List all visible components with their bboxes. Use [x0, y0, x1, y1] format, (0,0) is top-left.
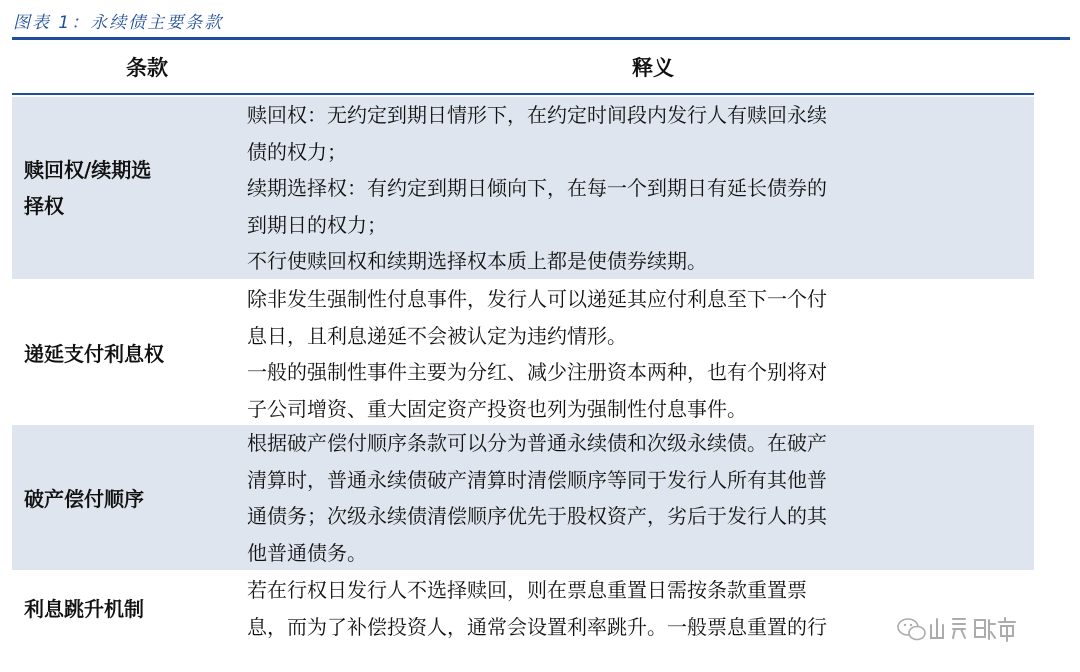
- header-bottom-rule: [12, 93, 1034, 95]
- table-row: [12, 425, 1034, 570]
- term-line: 利息跳升机制: [24, 597, 144, 621]
- definition-line: 息日，且利息递延不会被认定为违约情形。: [247, 323, 627, 348]
- definition-line: 一般的强制性事件主要为分红、减少注册资本两种，也有个别将对: [247, 360, 827, 384]
- row-term: [24, 336, 234, 372]
- definition-line: 债的权力；: [247, 139, 347, 164]
- row-term: [24, 481, 234, 517]
- row-definition: [247, 97, 1017, 280]
- term-line: 破产偿付顺序: [24, 487, 144, 511]
- definition-line: 续期选择权：有约定到期日倾向下，在每一个到期日有延长债券的: [247, 176, 827, 200]
- definition-line: 除非发生强制性付息事件，发行人可以递延其应付利息至下一个付: [247, 287, 827, 311]
- term-line: 择权: [24, 194, 64, 218]
- definition-line: 到期日的权力；: [247, 212, 387, 237]
- table-top-rule: [12, 37, 1070, 40]
- header-term: 条款: [126, 56, 168, 80]
- row-term: [24, 591, 234, 627]
- definition-line: 若在行权日发行人不选择赎回，则在票息重置日需按条款重置票: [247, 578, 807, 602]
- table-row: [12, 97, 1034, 279]
- definition-line: 子公司增资、重大固定资产投资也列为强制性付息事件。: [247, 396, 747, 421]
- definition-line: 息，而为了补偿投资人，通常会设置利率跳升。一般票息重置的行: [247, 614, 827, 639]
- table-row: [12, 281, 1034, 425]
- term-line: 赎回权/续期选: [24, 158, 152, 182]
- row-definition: [247, 425, 1017, 571]
- term-line: 递延支付利息权: [24, 342, 164, 366]
- row-definition: [247, 281, 1017, 427]
- definition-line: 赎回权：无约定到期日情形下，在约定时间段内发行人有赎回永续: [247, 103, 827, 127]
- table-row: [12, 572, 1034, 672]
- definition-line: 根据破产偿付顺序条款可以分为普通永续债和次级永续债。在破产: [247, 431, 827, 455]
- row-term: [24, 152, 234, 224]
- definition-line: 他普通债务。: [247, 540, 367, 565]
- definition-line: 通债务；次级永续债清偿顺序优先于股权资产，劣后于发行人的其: [247, 504, 827, 528]
- definition-line: 清算时，普通永续债破产清算时清偿顺序等同于发行人所有其他普: [247, 467, 827, 492]
- row-definition: [247, 572, 1017, 645]
- header-definition: 释义: [632, 56, 674, 80]
- definition-line: 不行使赎回权和续期选择权本质上都是使债券续期。: [247, 249, 707, 273]
- figure-caption: 图表 1：永续债主要条款: [13, 13, 224, 33]
